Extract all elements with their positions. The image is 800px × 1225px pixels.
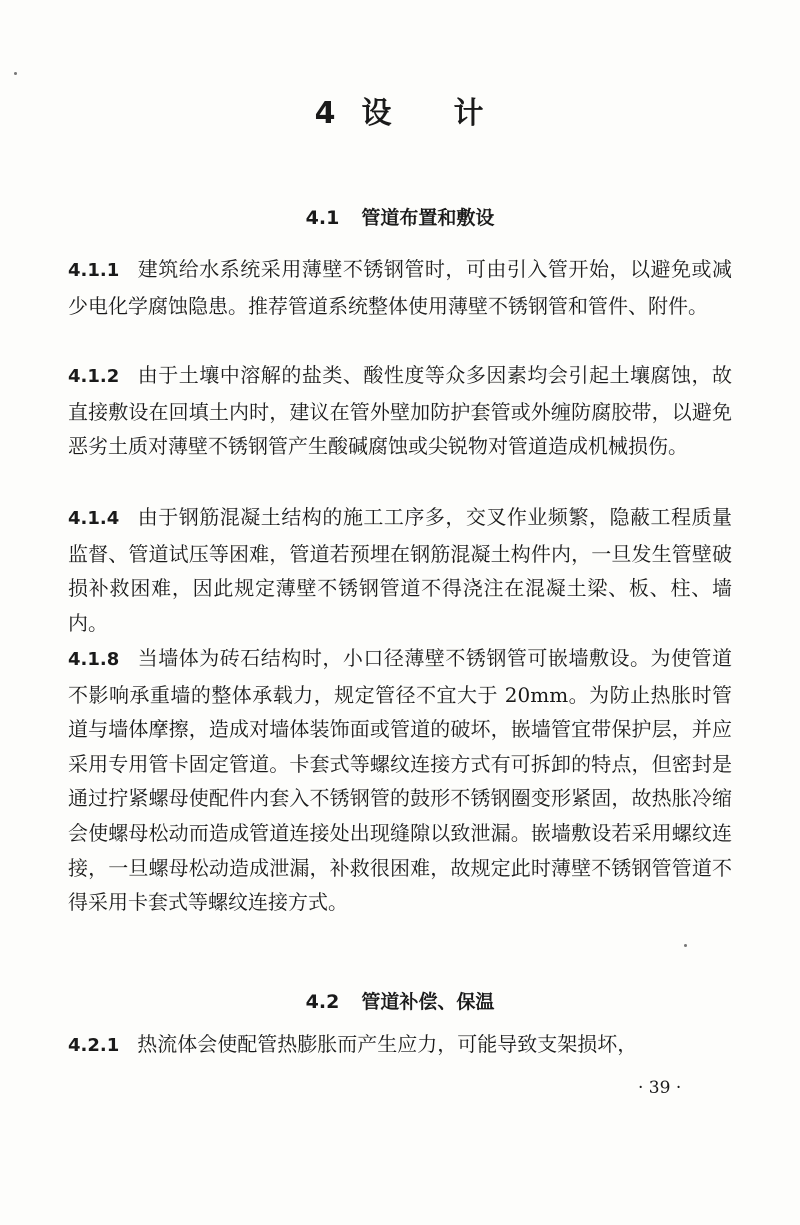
clause-text: 热流体会使配管热膨胀而产生应力，可能导致支架损坏， [137,1032,638,1056]
chapter-title-word-1: 设 [361,96,394,131]
clause-text: 建筑给水系统采用薄壁不锈钢管时，可由引入管开始，以避免或减少电化学腐蚀隐患。推荐管道系统整体使用薄壁不锈钢管和管件、附件。 [68,257,732,318]
chapter-number: 4 [314,96,338,131]
chapter-title-word-2: 计 [453,96,486,131]
section-number: 4.2 [305,991,340,1013]
section-title [0,987,800,1014]
clause-number: 4.2.1 [68,1035,120,1056]
clause-text: 当墙体为砖石结构时，小口径薄壁不锈钢管可嵌墙敷设。为使管道不影响承重墙的整体承载力，规定管径不宜大于 20mm。为防止热胀时管道与墙体摩擦，造成对墙体装饰面或管道的破坏，嵌墙管宜带保护层，并应采用专用管卡固定管道。卡套式等螺纹连接方式有可拆卸的特点，但密封是通过拧紧螺母使配件内套入不锈钢管的鼓形不锈钢圈变形紧固，故热胀冷缩会使螺母松动而造成管道连接处出现缝隙以致泄漏。嵌墙敷设若采用螺纹连接，一旦螺母松动造成泄漏，补救很困难，故规定此时薄壁不锈钢管管道不得采用卡套式等螺纹连接方式。 [68,646,732,915]
section-number: 4.1 [305,207,340,229]
scan-speck [684,944,687,947]
section-title-text: 管道布置和敷设 [361,207,495,229]
clause-number: 4.1.4 [68,508,120,529]
clause-number: 4.1.8 [68,649,120,670]
clause-paragraph [68,252,732,323]
clause-text: 由于土壤中溶解的盐类、酸性度等众多因素均会引起土壤腐蚀，故直接敷设在回填土内时，建议在管外壁加防护套管或外缠防腐胶带，以避免恶劣土质对薄壁不锈钢管产生酸碱腐蚀或尖锐物对管道造成机械损伤。 [68,363,732,459]
clause-number: 4.1.2 [68,366,120,387]
section-title [0,203,800,230]
clause-number: 4.1.1 [68,260,120,281]
clause-text: 由于钢筋混凝土结构的施工工序多，交叉作业频繁，隐蔽工程质量监督、管道试压等困难，管道若预埋在钢筋混凝土构件内，一旦发生管壁破损补救困难，因此规定薄壁不锈钢管道不得浇注在混凝土梁、板、柱、墙内。 [68,505,732,635]
clause-paragraph [68,358,732,464]
clause-paragraph [68,500,732,640]
chapter-title [0,88,800,132]
clause-paragraph [68,641,732,920]
section-title-text: 管道补偿、保温 [361,991,495,1013]
clause-paragraph [68,1027,732,1064]
scan-speck [14,72,17,75]
page-number: · 39 · [638,1078,682,1098]
